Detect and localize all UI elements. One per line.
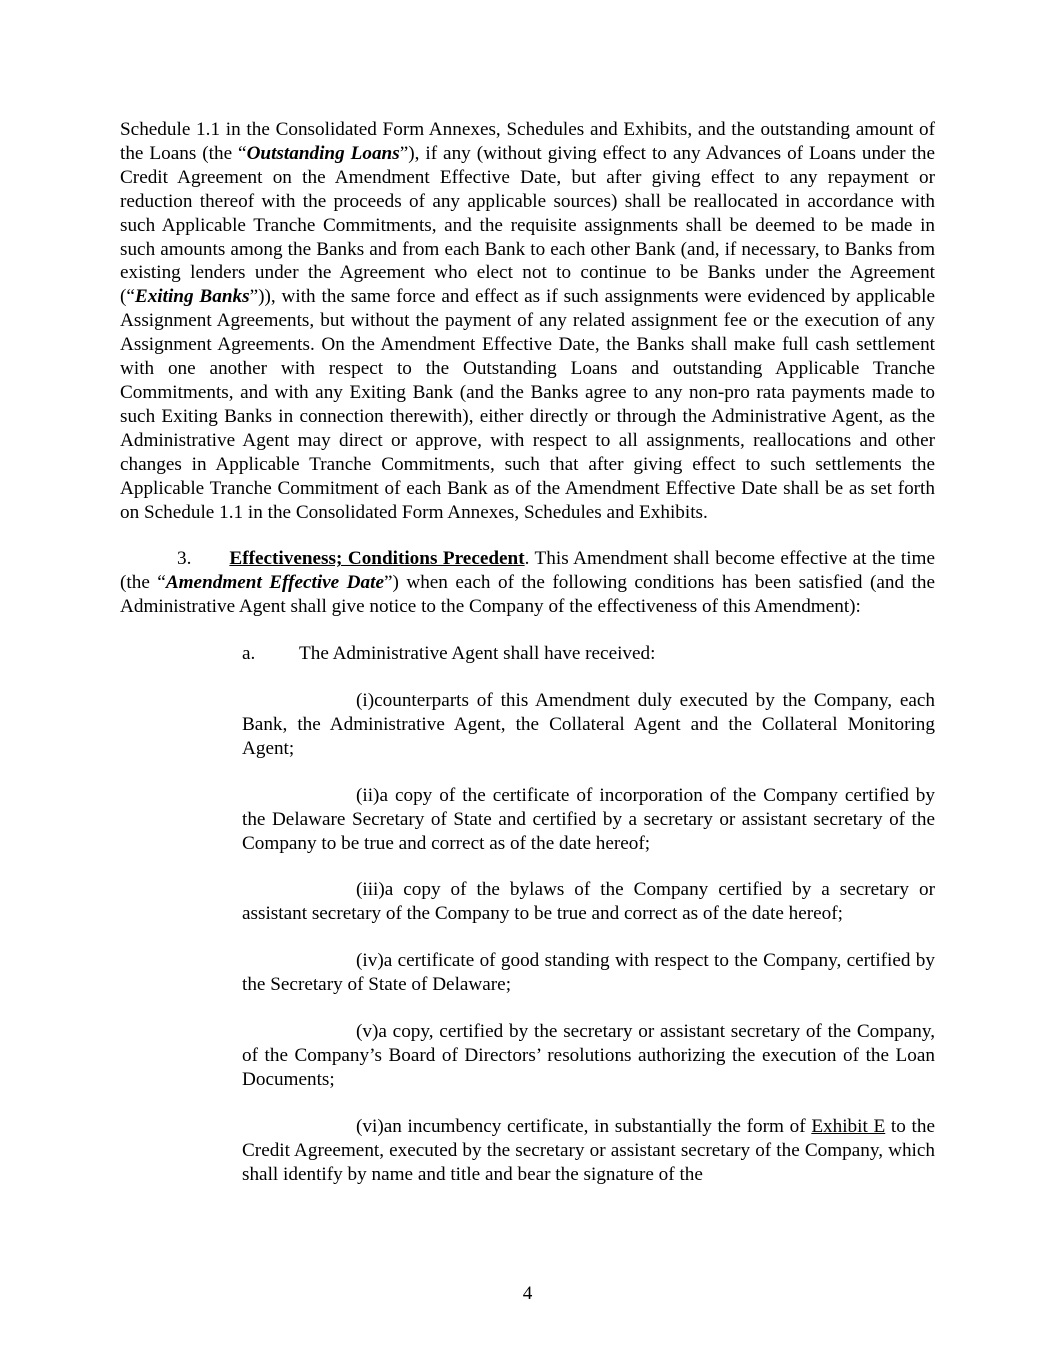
list-item-a	[242, 642, 935, 666]
list-item	[242, 949, 935, 997]
section-3-effectiveness	[120, 547, 935, 619]
paragraph-segment-1: Schedule 1.1 in the Consolidated Form Annexes, Schedules and Exhibits, and the outstanding amount of the Loans (the “	[120, 119, 935, 164]
section-3-heading: Effectiveness; Conditions Precedent	[229, 548, 525, 570]
list-item-iii-text: a copy of the bylaws of the Company certified by a secretary or assistant secretary of the Company to be true and correct as of the date hereof;	[242, 879, 935, 925]
section-3-number: 3.	[177, 548, 192, 570]
list-item	[242, 1020, 935, 1092]
paragraph-segment-3: ”)), with the same force and effect as if such assignments were evidenced by applicable Assignment Agreements, but without the payment of any related assignment fee or the execution of any Assignment Agreements. On the Amendment Effective Date, the Banks shall make full cash settlement with one another with respect to the Outstanding Loans and outstanding Applicable Tranche Commitments, and with any Exiting Bank (and the Banks agree to any non-pro rata payments made to such Exiting Banks in connection therewith), either directly or through the Administrative Agent, as the Administrative Agent may direct or approve, with respect to all assignments, reallocations and other changes in Applicable Tranche Commitments, such that after giving effect to such settlements the Applicable Tranche Commitment of each Bank as of the Amendment Effective Date shall be as set forth on Schedule 1.1 in the Consolidated Form Annexes, Schedules and Exhibits.	[120, 286, 935, 523]
page-number: 4	[522, 1283, 533, 1304]
list-item-a-text: The Administrative Agent shall have received:	[299, 643, 656, 665]
list-item-vi-segment-2: to the Credit Agreement, executed by the secretary or assistant secretary of the Company, which shall identify by name and title and bear the signature of the	[242, 1115, 935, 1185]
list-item	[242, 878, 935, 926]
list-item-vi-label: (vi)	[356, 1115, 384, 1137]
paragraph-segment-2: ”), if any (without giving effect to any Advances of Loans under the Credit Agreement on the Amendment Effective Date, but after giving effect to any repayment or reduction thereof with the proceeds of any applicable sources) shall be reallocated in accordance with such Applicable Tranche Commitments, and the requisite assignments shall be deemed to be made in such amounts among the Banks and from each Bank to each other Bank (and, if necessary, to Banks from existing lenders under the Agreement who elect not to continue to be Banks under the Agreement (“	[120, 142, 935, 308]
list-item-iv-label: (iv)	[356, 950, 384, 972]
list-item-ii-label: (ii)	[356, 784, 380, 806]
list-item-v-text: a copy, certified by the secretary or assistant secretary of the Company, of the Company’s Board of Directors’ resolutions authorizing the execution of the Loan Documents;	[242, 1021, 935, 1090]
document-body	[120, 118, 935, 1187]
exhibit-e-reference: Exhibit E	[811, 1115, 886, 1137]
section-3-segment-1: . This Amendment shall become effective at the time (the “	[120, 548, 935, 594]
list-item-i-text: counterparts of this Amendment duly executed by the Company, each Bank, the Administrative Agent, the Collateral Agent and the Collateral Monitoring Agent;	[242, 690, 935, 759]
list-item	[242, 689, 935, 761]
list-item-i-label: (i)	[356, 690, 375, 712]
paragraph-outstanding-loans	[120, 118, 935, 524]
defined-term-amendment-effective-date: Amendment Effective Date	[165, 572, 384, 594]
list-item-vi-segment-1: an incumbency certificate, in substantially the form of	[383, 1115, 812, 1137]
section-3-segment-2: ”) when each of the following conditions has been satisfied (and the Administrative Agent shall give notice to the Company of the effectiveness of this Amendment):	[120, 572, 935, 618]
list-item-v-label: (v)	[356, 1021, 379, 1043]
list-item-iv-text: a certificate of good standing with respect to the Company, certified by the Secretary of State of Delaware;	[242, 950, 935, 996]
list-item-ii-text: a copy of the certificate of incorporation of the Company certified by the Delaware Secretary of State and certified by a secretary or assistant secretary of the Company to be true and correct as of the date hereof;	[242, 784, 935, 854]
list-item-a-label: a.	[242, 643, 256, 665]
defined-term-outstanding-loans: Outstanding Loans	[246, 142, 400, 164]
defined-term-exiting-banks: Exiting Banks	[134, 286, 250, 308]
list-item-iii-label: (iii)	[356, 879, 385, 901]
list-item	[242, 784, 935, 856]
list-item	[242, 1115, 935, 1187]
